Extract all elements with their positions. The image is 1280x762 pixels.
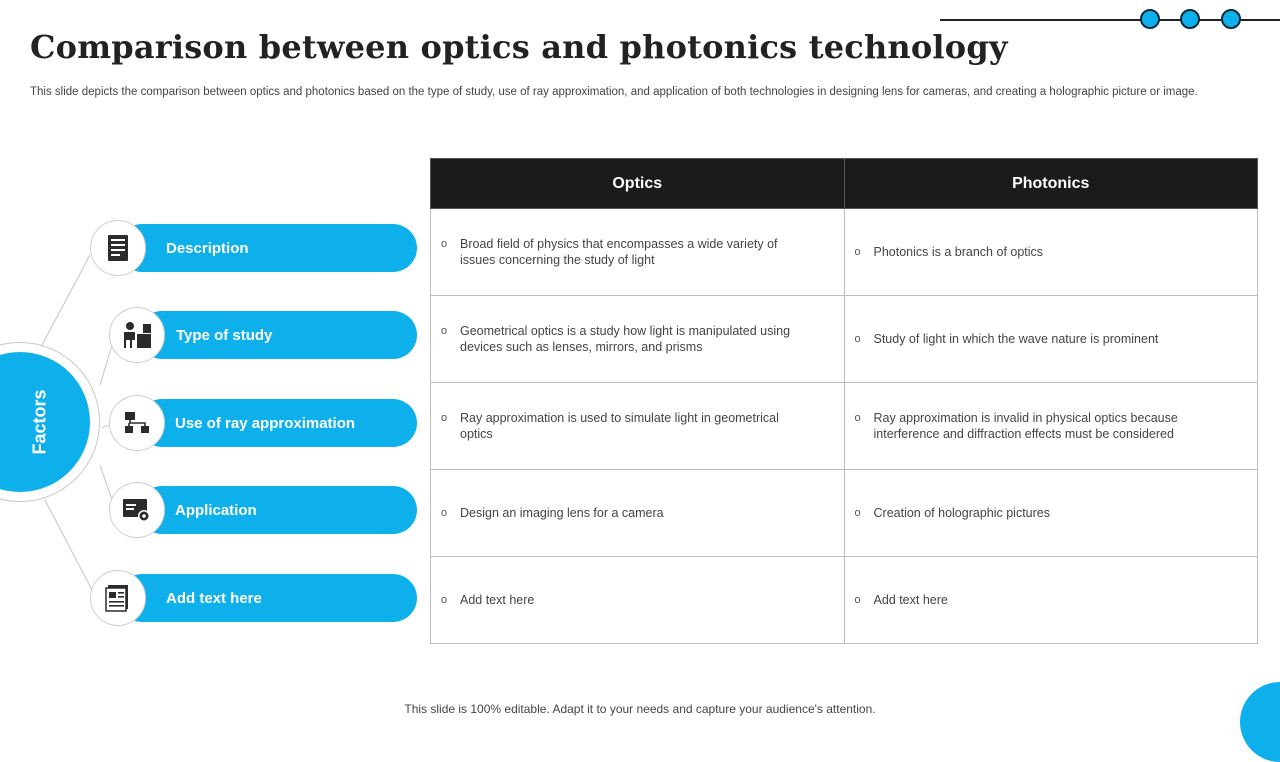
table-cell [844, 470, 1258, 557]
cell-text: Broad field of physics that encompasses a wide variety of issues concerning the study of light [460, 237, 778, 267]
factor-pill-ray-approximation [138, 399, 417, 447]
comparison-table [430, 158, 1258, 644]
bullet: o [441, 412, 448, 424]
table-row [431, 470, 1258, 557]
table-cell [431, 209, 845, 296]
footer-note: This slide is 100% editable. Adapt it to your needs and capture your audience's attention. [404, 702, 876, 716]
page-subtitle: This slide depicts the comparison between optics and photonics based on the type of study, use of ray approximation, and application of both technologies in designing lens for cameras, and creating a holographic picture or image. [30, 86, 1198, 98]
bullet: o [441, 238, 448, 250]
document-icon [90, 220, 146, 276]
bullet: o [854, 507, 861, 519]
cell-text: Ray approximation is used to simulate light in geometrical optics [460, 411, 779, 441]
cell-text: Creation of holographic pictures [873, 506, 1050, 520]
cell-text: Photonics is a branch of optics [873, 245, 1044, 259]
factor-pill-application [138, 486, 417, 534]
bullet: o [441, 594, 448, 606]
factor-pill-add-text [118, 574, 417, 622]
cell-text: Geometrical optics is a study how light is manipulated using devices such as lenses, mirrors, and prisms [460, 324, 791, 354]
table-row [431, 557, 1258, 644]
table-cell [431, 557, 845, 644]
factor-label: Add text here [166, 589, 262, 607]
bullet: o [854, 333, 861, 345]
table-row [431, 383, 1258, 470]
table-cell [844, 383, 1258, 470]
bullet: o [854, 412, 861, 424]
factors-label: Factors [29, 389, 50, 455]
factor-label: Application [175, 501, 257, 519]
factor-label: Description [166, 239, 249, 257]
factor-label: Type of study [176, 326, 273, 344]
bullet: o [441, 325, 448, 337]
table-cell [431, 470, 845, 557]
table-cell [844, 557, 1258, 644]
header-optics: Optics [431, 159, 845, 209]
page-title: Comparison between optics and photonics technology [30, 28, 1008, 66]
network-diagram-icon [109, 395, 165, 451]
table-cell [844, 296, 1258, 383]
cell-text: Add text here [460, 593, 535, 607]
table-cell [431, 296, 845, 383]
cell-text: Add text here [873, 593, 948, 607]
bullet: o [854, 594, 861, 606]
factor-pill-type-of-study [138, 311, 417, 359]
bullet: o [441, 507, 448, 519]
bullet: o [854, 246, 861, 258]
table-row [431, 209, 1258, 296]
window-gear-icon [109, 482, 165, 538]
table-header-row [431, 159, 1258, 209]
cell-text: Design an imaging lens for a camera [460, 506, 664, 520]
newspaper-icon [90, 570, 146, 626]
table-row [431, 296, 1258, 383]
table-cell [431, 383, 845, 470]
factor-label: Use of ray approximation [175, 414, 356, 432]
table-cell [844, 209, 1258, 296]
cell-text: Ray approximation is invalid in physical optics because interference and diffraction effects must be considered [873, 411, 1178, 441]
cell-text: Study of light in which the wave nature is prominent [873, 332, 1159, 346]
factor-pill-description [118, 224, 417, 272]
person-at-desk-icon [109, 307, 165, 363]
header-photonics: Photonics [844, 159, 1258, 209]
